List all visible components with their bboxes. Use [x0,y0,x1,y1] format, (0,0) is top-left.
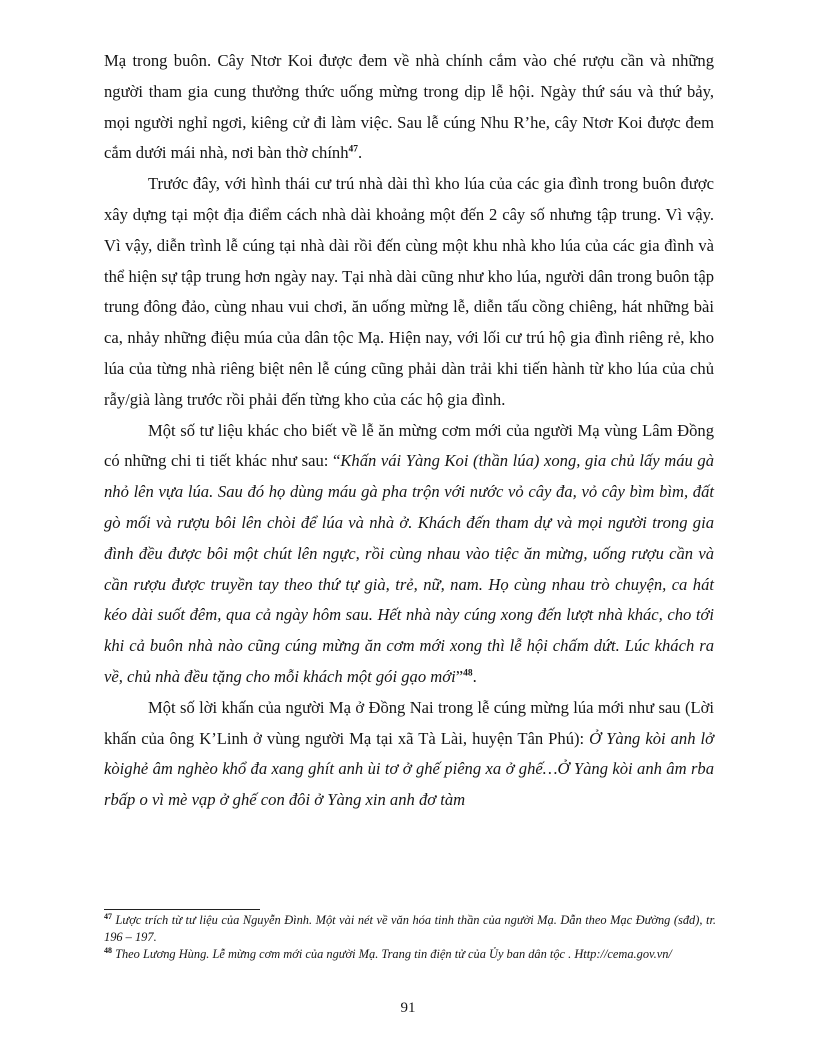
footnote-ref: 47 [348,144,359,155]
page-number: 91 [400,1000,416,1016]
paragraph-tail: . [472,666,477,686]
body-text [104,46,714,816]
paragraph-tail: . [358,143,363,163]
closing-quote: ” [455,666,464,686]
footnote-divider [104,909,260,910]
paragraph-text: Một số lời khấn của người Mạ ở Đồng Nai trong lễ cúng mừng lúa mới như sau (Lời khấn của ông K’Linh ở vùng người Mạ tại xã Tà Lài, huyện Tân Phú): [104,697,714,748]
paragraph-text: Một số tư liệu khác cho biết về lễ ăn mừng cơm mới của người Mạ vùng Lâm Đồng có những chi ti tiết khác như sau: “ [104,420,714,471]
paragraph [104,416,714,693]
quoted-text: Khấn vái Yàng Koi (thần lúa) xong, gia chủ lấy máu gà nhỏ lên vựa lúa. Sau đó họ dùng máu gà pha trộn với nước vỏ cây đa, vỏ cây bìm bìm, đất gò mối và rượu bôi lên chòi để lúa và nhà ở. Khách đến tham dự và mọi người trong gia đình đều được bôi một chút lên ngực, rồi cùng nhau vào tiệc ăn mừng, uống rượu cần và cần rượu được truyền tay theo thứ tự già, trẻ, nữ, nam. Họ cùng nhau trò chuyện, ca hát kéo dài suốt đêm, qua cả ngày hôm sau. Hết nhà này cúng xong đến lượt nhà khác, cho tới khi cả buôn nhà nào cũng cúng mừng ăn cơm mới xong thì lễ hội chấm dứt. Lúc khách ra về, chủ nhà đều tặng cho mỗi khách một gói gạo mới [104,451,714,686]
footnote-number: 48 [104,945,112,955]
footnote-text: Theo Lương Hùng. Lễ mừng cơm mới của người Mạ. Trang tin điện tử của Ủy ban dân tộc . Http://cema.gov.vn/ [112,947,672,961]
footnote [104,912,716,946]
paragraph-text: Mạ trong buôn. Cây Ntơr Koi được đem về nhà chính cắm vào ché rượu cần và những người tham gia cung thưởng thức uống mừng trong dịp lễ hội. Ngày thứ sáu và thứ bảy, mọi người nghỉ ngơi, kiêng cử đi làm việc. Sau lễ cúng Nhu R’he, cây Ntơr Koi được đem cắm dưới mái nhà, nơi bàn thờ chính [104,51,714,163]
footnote-text: Lược trích từ tư liệu của Nguyễn Đình. Một vài nét về văn hóa tinh thần của người Mạ. Dẫn theo Mạc Đường (sđd), tr. 196 – 197. [104,913,716,944]
footnote-number: 47 [104,911,112,921]
paragraph [104,46,714,169]
footnotes [104,912,716,963]
footnote [104,946,716,963]
paragraph [104,169,714,415]
paragraph-text: Trước đây, với hình thái cư trú nhà dài thì kho lúa của các gia đình trong buôn được xây dựng tại một địa điểm cách nhà dài khoảng một đến 2 cây số nhưng tập trung. Vì vậy. Vì vậy, diễn trình lễ cúng tại nhà dài rồi đến cùng một khu nhà kho lúa của các gia đình và thể hiện sự tập trung hơn ngày nay. Tại nhà dài cũng như kho lúa, người dân trong buôn tập trung đông đảo, cùng nhau vui chơi, ăn uống mừng lễ, diễn tấu cồng chiêng, hát những bài ca, nhảy những điệu múa của dân tộc Mạ. Hiện nay, với lối cư trú hộ gia đình riêng rẻ, kho lúa của từng nhà riêng biệt nên lễ cúng cũng phải dàn trải khi tiến hành từ kho lúa của chủ rẫy/già làng trước rồi phải đến từng kho của các hộ gia đình. [104,174,714,409]
footnote-ref: 48 [463,668,473,679]
paragraph [104,693,714,816]
prayer-text: Ở Yàng kòi anh lở kòighẻ âm nghèo khổ đa xang ghít anh ùi tơ ở ghế piêng xa ở ghế…Ở Yàng kòi anh âm rba rbấp o vì mè vạp ở ghế con đôi ở Yàng xin anh đơ tàm [104,728,715,810]
